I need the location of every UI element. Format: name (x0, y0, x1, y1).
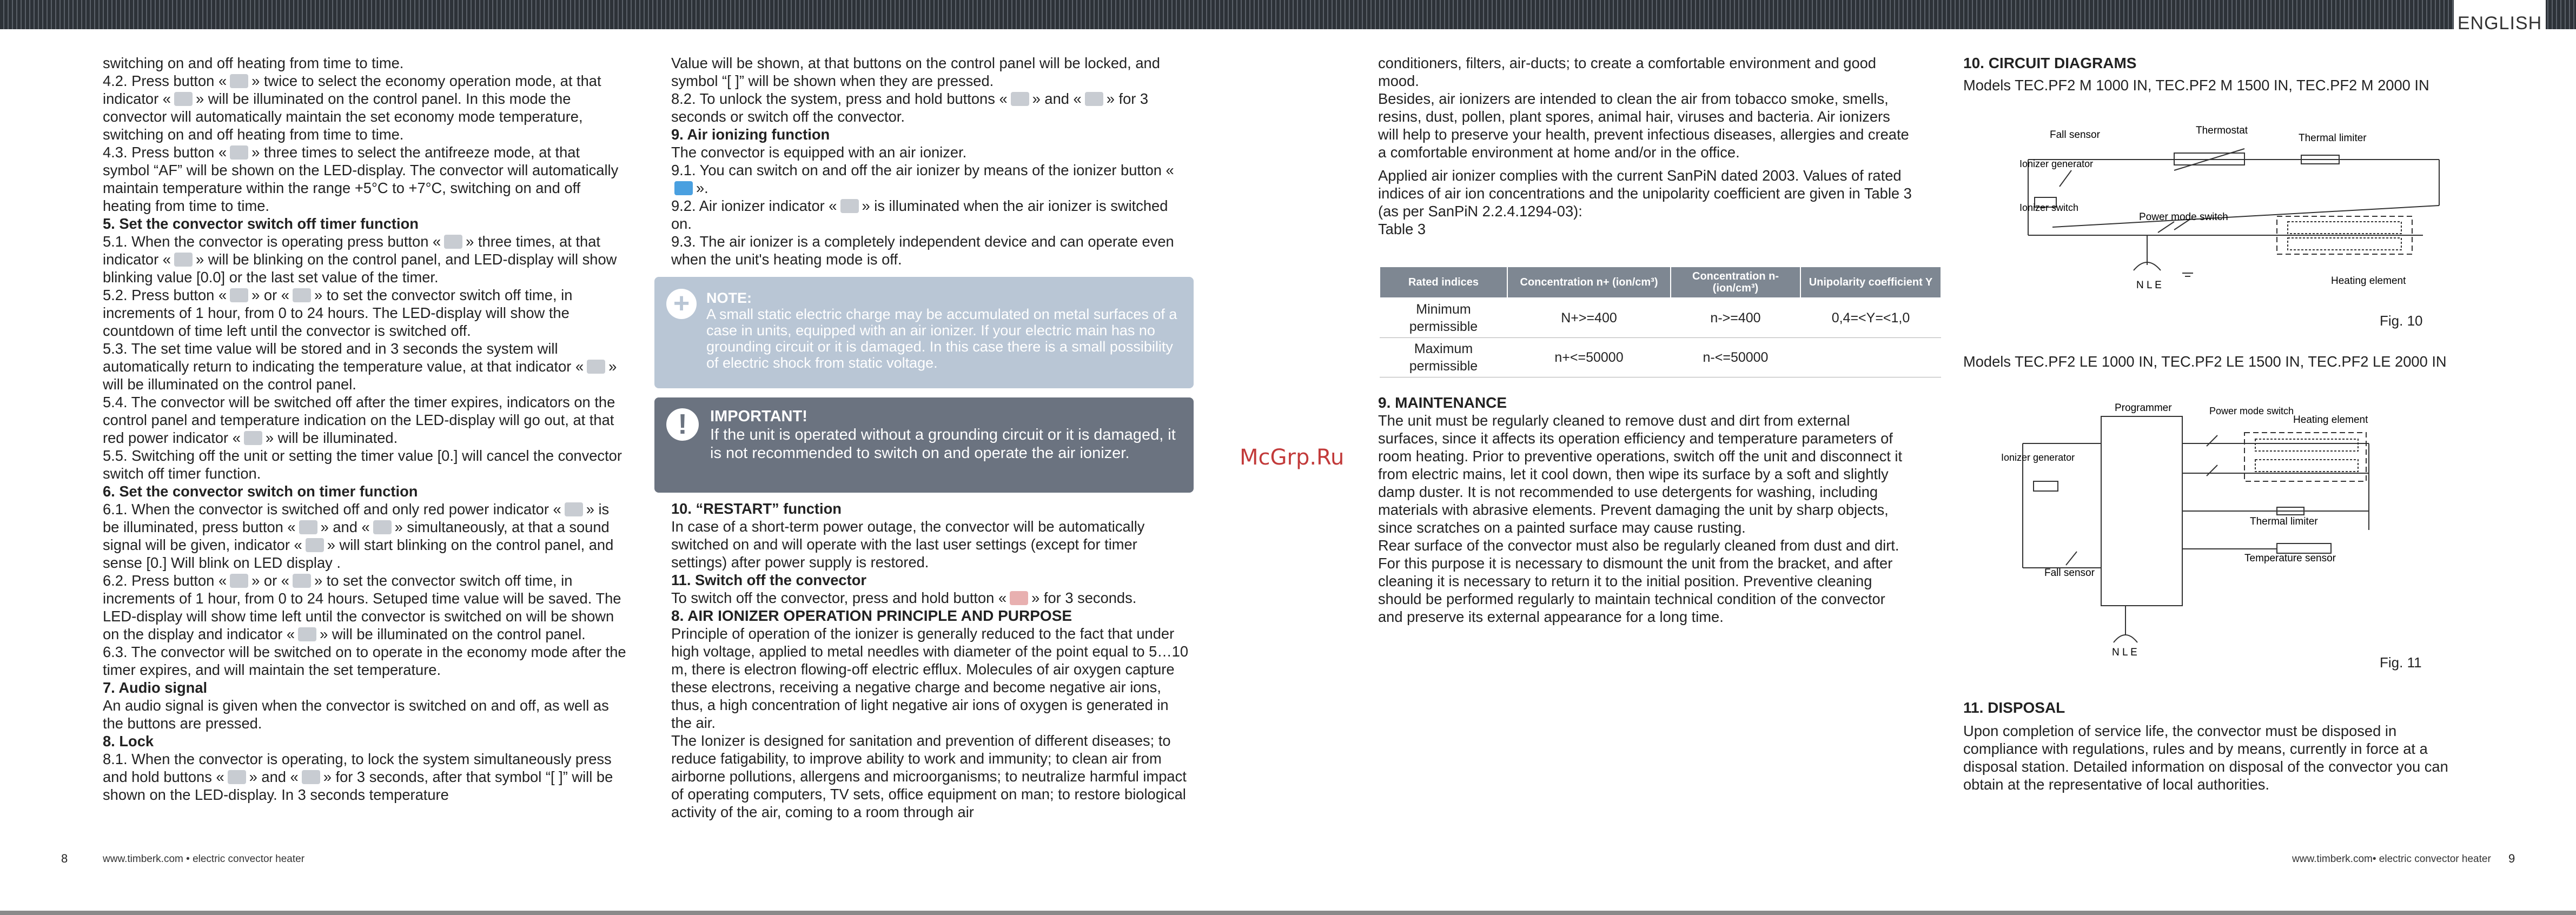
column-3: conditioners, filters, air-ducts; to create a comfortable environment and good mood. Besides, air ionizers are intended to clean the air from tobacco smoke, smells, resins, dust, pollen, plant spores, animal hair, viruses and bacteria. Air ionizers will help to preserve your health, prevent infectious diseases, allergies and create a comfortable environment at home and/or in the office. Applied air ionizer complies with the current SanPiN dated 2003. Values of rated indices of air ion concentrations and the unipolarity coefficient are given in Table 3 (as per SanPiN 2.2.4.1294-03): Table 3 (1378, 55, 1912, 237)
mode-button-icon (444, 235, 462, 249)
page-number-left: 8 (61, 852, 68, 865)
disposal-title: 11. DISPOSAL (1963, 699, 2065, 716)
models-2: Models TEC.PF2 LE 1000 IN, TEC.PF2 LE 1500 IN, TEC.PF2 LE 2000 IN (1963, 353, 2447, 370)
column-2: Value will be shown, at that buttons on the control panel will be locked, and symbol “[ ]” will be shown when they are pressed. 8.2. To unlock the system, press and hold buttons « » and « » for 3 seconds or switch off the convector. 9. Air ionizing function The convector is equipped with an air ionizer. 9.1. You can switch on and off the air ionizer by means of the ionizer button «». 9.2. Air ionizer indicator « » is illuminated when the air ionizer is switched on. 9.3. The air ionizer is a completely independent device and can operate even when the unit's heating mode is off. (671, 55, 1174, 268)
plus-icon: + (666, 289, 697, 319)
models-1: Models TEC.PF2 M 1000 IN, TEC.PF2 M 1500 IN, TEC.PF2 M 2000 IN (1963, 77, 2429, 94)
header-stripe (0, 0, 2576, 34)
thermostat-label: Thermostat (2196, 125, 2248, 136)
exclamation-icon: ! (666, 408, 699, 441)
plus-button-icon (230, 574, 248, 588)
models-2-block (1963, 353, 2450, 370)
minus-button-icon (293, 574, 311, 588)
disposal-text: Upon completion of service life, the convector must be disposed in compliance with regulations, rules and by means, currently in force at a disposal station. Detailed information on disposal of the convector you can obtain at the representative of local authorities. (1963, 722, 2448, 793)
fig10-label: Fig. 10 (2380, 313, 2423, 329)
economy-indicator-icon (174, 92, 193, 106)
ionizer-button-icon (674, 181, 693, 195)
note-title: NOTE: (706, 290, 752, 306)
minus-button-icon (293, 288, 311, 302)
thermal-limiter-label: Thermal limiter (2299, 132, 2367, 144)
footer-right: www.timberk.com• electric convector heater (2292, 853, 2491, 865)
minus-button-icon (1085, 92, 1103, 106)
maintenance-section: 9. MAINTENANCE The unit must be regularly cleaned to remove dust and dirt from external surfaces, since it affects its operation efficiency and temperature parameters of room heating. Prior to preventive operations, switch off the unit and disconnect it from electric mains, let it cool down, then wipe its surface by a soft and slightly damp duster. It is not recommended to use detergents for washing, including materials with abrasive elements. Prevent damaging the unit by sharp objects, since scratches on a painted surface may cause rusting. Rear surface of the convector must also be regularly cleaned from dust and dirt. For this purpose it is necessary to dismount the unit from the bracket, and after cleaning it is necessary to return it to the initial position. Preventive cleaning should be performed regularly to maintain technical condition of the convector and preserve its external appearance for a long time. (1378, 394, 1913, 626)
timer-indicator-icon (298, 627, 316, 641)
programmer-label: Programmer (2115, 402, 2172, 414)
timer-indicator-icon (306, 538, 324, 552)
heating-element-label: Heating element (2331, 275, 2406, 287)
footer-left: www.timberk.com • electric convector heater (103, 853, 305, 865)
circuits-section (1963, 54, 2450, 94)
important-title: IMPORTANT! (710, 408, 807, 425)
plus-button-icon (230, 288, 248, 302)
power-indicator-icon (565, 502, 583, 516)
important-box (654, 397, 1194, 493)
column-1: switching on and off heating from time to time. 4.2. Press button « » twice to select the economy operation mode, at that indicator « » will be illuminated on the control panel. In this mode the convector will automatically maintain the set economy mode temperature, switching on and off heating from time to time. 4.3. Press button « » three times to select the antifreeze mode, at that symbol “AF” will be shown on the LED-display. The convector will automatically maintain temperature within the range +5°C to +7°C, switching on and off heating from time to time. 5. Set the convector switch off timer function 5.1. When the convector is operating press button « » three times, at that indicator « » will be blinking on the control panel, and LED-display will show blinking value [0.0] or the last set value of the timer. 5.2. Press button « » or « » to set the convector switch off time, in increments of 1 hour, from 0 to 24 hours. The LED-display will show the countdown of time left until the convector is switched off. 5.3. The set time value will be stored and in 3 seconds the system will automatically return to indicating the temperature value, at that indicator « » will be illuminated on the control panel. 5.4. The convector will be switched off after the timer expires, indicators on the control panel and temperature indication on the LED-display will go out, at that red power indicator « » will be illuminated. 5.5. Switching off the unit or setting the timer value [0.] will cancel the convector switch off timer function. 6. Set the convector switch on timer function 6.1. When the convector is switched off and only red power indicator « » is be illuminated, press button « » and « » simultaneously, at that a sound signal will be given, indicator « » will start blinking on the control panel, and sense [0.] Will blink on LED display . 6.2. Press button « » or « » to set the convector switch off time, in increments of 1 hour, from 0 to 24 hours. Setuped time value will be saved. The LED-display will show time left until the convector is switched on will be shown on the display and indicator « » will be illuminated on the control panel. 6.3. The convector will be switched on to operate in the economy mode after the timer expires, and will maintain the set temperature. 7. Audio signal An audio signal is given when the convector is switched on and off, as well as the buttons are pressed. 8. Lock 8.1. When the convector is operating, to lock the system simultaneously press and hold buttons « » and « » for 3 seconds, after that symbol “[ ]” will be shown on the LED-display. In 3 seconds temperature (103, 55, 626, 803)
nle-label: N L E (2136, 280, 2162, 291)
heating-element-label: Heating element (2293, 414, 2368, 426)
power-mode-switch-label: Power mode switch (2209, 406, 2294, 416)
fig11-label: Fig. 11 (2380, 654, 2422, 671)
plus-button-icon (1011, 92, 1029, 106)
power-button-icon (299, 520, 317, 534)
language-label: ENGLISH (2454, 0, 2546, 38)
column-2-lower: 10. “RESTART” function In case of a short-term power outage, the convector will be automatically switched on and will operate with the last user settings (except for timer settings) after power supply is restored. 11. Switch off the convector To switch off the convector, press and hold button « » for 3 seconds. 8. AIR IONIZER OPERATION PRINCIPLE AND PURPOSE Principle of operation of the ionizer is generally reduced to the fact that under high voltage, applied to metal needles with diameter of the point equal to 5…10 m, there is electron flowing-off electric efflux. Molecules of air oxygen capture these electrons, receiving a negative charge and become negative air ions, thus, a high concentration of light negative air ions of oxygen is generated in the air. The Ionizer is designed for sanitation and prevention of different diseases; to reduce fatigability, to improve ability to work and immunity; to clean air from airborne pollutions, allergens and microorganisms; to neutralize harmful impact of operating computers, TV sets, office equipment on man; to restore biological activity of the air, coming to a room through air (671, 500, 1190, 821)
minus-button-icon (302, 770, 320, 784)
maintenance-title: 9. MAINTENANCE (1378, 394, 1507, 411)
mode-button-icon (230, 145, 248, 160)
circuit-diagram-fig10 (1996, 122, 2455, 295)
fall-sensor-label: Fall sensor (2044, 567, 2095, 579)
table-row: Maximum permissible n+<=50000 n-<=50000 (1380, 338, 1941, 377)
timer-indicator-icon (174, 253, 193, 267)
table-row: Minimum permissible N+>=400 n->=400 0,4=<Y=<1,0 (1380, 298, 1941, 338)
note-box (654, 277, 1194, 388)
bottom-rule (0, 911, 2576, 915)
mode-button-icon (373, 520, 392, 534)
power-mode-switch-label: Power mode switch (2139, 211, 2228, 223)
ionizer-generator-label: Ionizer generator (2001, 452, 2075, 463)
temperature-sensor-label: Temperature sensor (2244, 553, 2336, 564)
power-button-icon (1010, 591, 1028, 605)
mode-button-icon (230, 74, 248, 88)
disposal-section (1963, 699, 2466, 793)
table-3 (1379, 266, 1942, 377)
ionizer-generator-label: Ionizer generator (2019, 158, 2094, 169)
plus-button-icon (228, 770, 246, 784)
ionizer-switch-label: Ionizer switch (2019, 202, 2079, 213)
important-text: If the unit is operated without a grounding circuit or it is damaged, it is not recommended to switch on and operate the air ionizer. (710, 426, 1176, 462)
watermark: McGrp.Ru (1240, 445, 1345, 470)
fall-sensor-label: Fall sensor (2050, 129, 2100, 141)
circuits-title: 10. CIRCUIT DIAGRAMS (1963, 55, 2137, 71)
page-number-right: 9 (2508, 852, 2515, 865)
thermal-limiter-label: Thermal limiter (2250, 516, 2318, 527)
nle-label: N L E (2112, 647, 2137, 658)
table-header-row: Rated indices Concentration n+ (ion/cm³) Concentration n- (ion/cm³) Unipolarity coefficient Y (1380, 267, 1941, 298)
note-text: A small static electric charge may be accumulated on metal surfaces of a case in units, equipped with an air ionizer. If your electric main has no grounding circuit or it is damaged. In this case there is a small possibility of electric shock from static voltage. (706, 306, 1177, 371)
circuit-diagram-fig11 (1990, 395, 2407, 660)
ionizer-indicator-icon (840, 199, 859, 213)
power-indicator-icon (244, 431, 262, 445)
temperature-indicator-icon (587, 360, 605, 374)
section-title: 8. AIR IONIZER OPERATION PRINCIPLE AND PURPOSE (671, 607, 1072, 624)
